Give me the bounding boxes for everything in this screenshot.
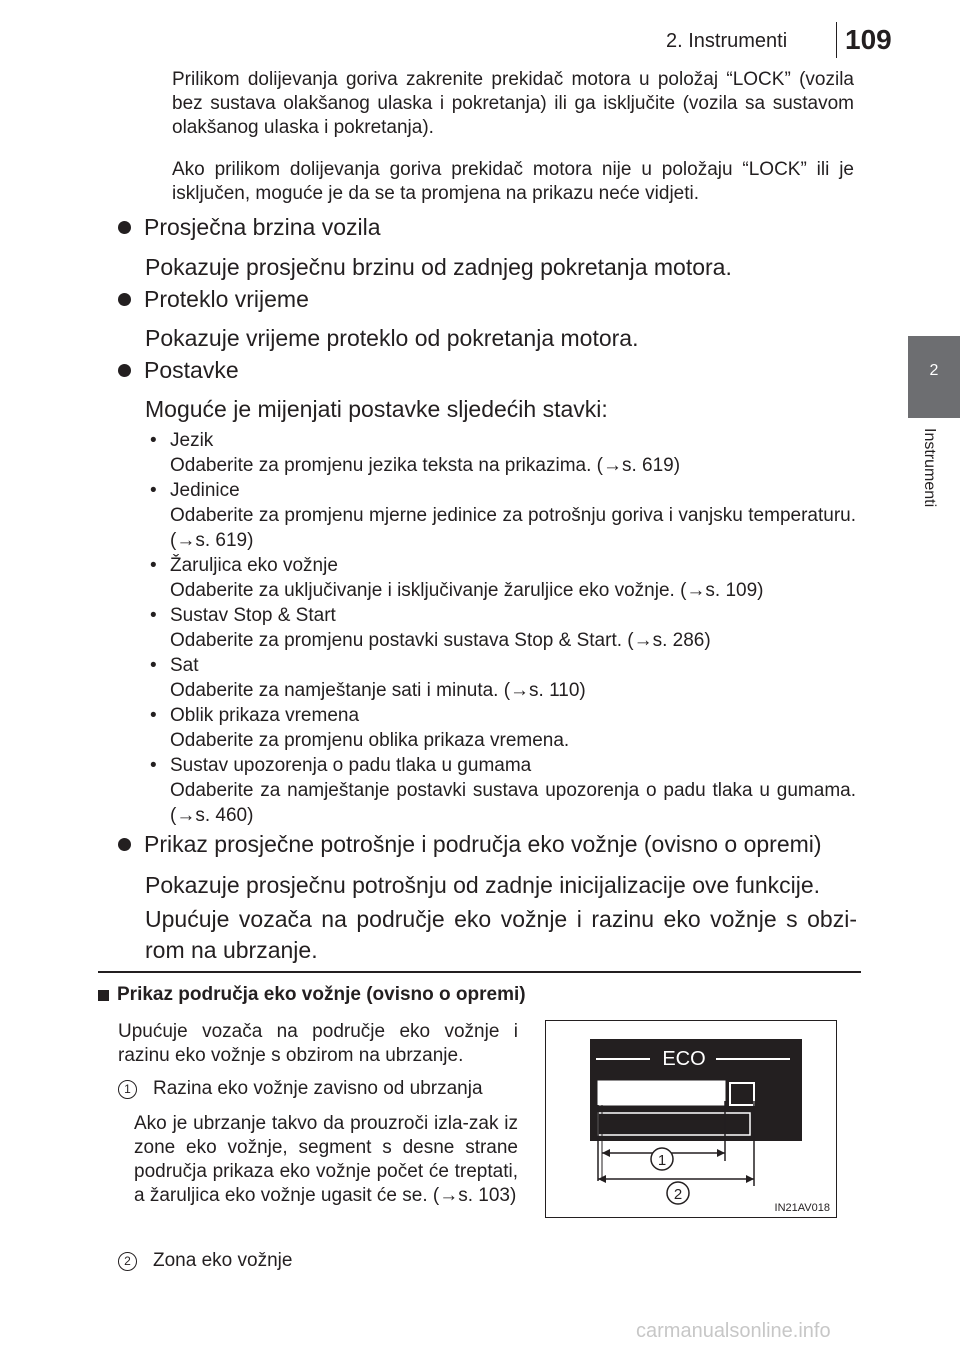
square-bullet-icon xyxy=(98,990,109,1001)
item-text: Pokazuje prosječnu potrošnju od zadnje inicijalizacije ove funkcije. xyxy=(145,872,821,898)
setting-desc: Odaberite za namještanje postavki sustava upozorenja o padu tlaka u gumama. (→s. 460) xyxy=(170,780,856,826)
settings-list-item xyxy=(150,603,856,653)
item-heading xyxy=(118,284,309,314)
number-1-icon: 1 xyxy=(118,1080,137,1099)
eco-label: ECO xyxy=(662,1048,706,1070)
setting-desc: Odaberite za promjenu jezika teksta na prikazima. (→s. 619) xyxy=(170,455,681,476)
numbered-item-title: Zona eko vožnje xyxy=(153,1250,293,1271)
number-2-icon: 2 xyxy=(118,1252,137,1271)
item-heading xyxy=(118,829,822,859)
setting-desc: Odaberite za promjenu postavki sustava Stop & Start. (→s. 286) xyxy=(170,630,711,651)
setting-title: Sat xyxy=(170,655,199,676)
numbered-item-heading xyxy=(118,1249,518,1273)
item-title: Postavke xyxy=(144,357,239,383)
arrowhead-2 xyxy=(746,1175,754,1183)
item-title: Prosječna brzina vozila xyxy=(144,214,381,240)
bullet-icon xyxy=(118,364,131,377)
setting-title: Žaruljica eko vožnje xyxy=(170,555,338,576)
watermark: carmanualsonline.info xyxy=(636,1320,831,1342)
numbered-item-text: Ako je ubrzanje takvo da prouzroči izla-zak iz zone eko vožnje, segment s desne strane područja prikaza eko vožnje počet će treptati, a žaruljica eko vožnje ugasit će se. (→s. 103) xyxy=(134,1113,518,1206)
callout-2: 2 xyxy=(673,1186,683,1203)
numbered-item-heading xyxy=(118,1077,518,1101)
item-text: Moguće je mijenjati postavke sljedećih stavki: xyxy=(145,396,608,422)
small-bullet-icon: • xyxy=(150,480,157,501)
small-bullet-icon: • xyxy=(150,605,157,626)
intro-paragraph-2: Ako prilikom dolijevanja goriva prekidač motora nije u položaju “LOCK” ili je isključen, moguće je da se ta promjena na prikazu neće vidjeti. xyxy=(172,159,854,204)
bullet-icon xyxy=(118,838,131,851)
eco-zone-illustration xyxy=(546,1021,836,1217)
item-title: Prikaz prosječne potrošnje i područja eko vožnje (ovisno o opremi) xyxy=(144,831,822,857)
settings-list-item xyxy=(150,553,856,603)
eco-zone-bar xyxy=(598,1081,725,1105)
chapter-tab-label-text: Instrumenti xyxy=(921,428,938,508)
setting-desc: Odaberite za promjenu mjerne jedinice za potrošnju goriva i vanjsku temperaturu. (→s. 619) xyxy=(170,505,856,551)
small-bullet-icon: • xyxy=(150,705,157,726)
settings-list-item xyxy=(150,428,856,478)
section-title: Prikaz područja eko vožnje (ovisno o opremi) xyxy=(117,984,526,1005)
setting-desc: Odaberite za uključivanje i isključivanje žaruljice eko vožnje. (→s. 109) xyxy=(170,580,764,601)
intro-paragraph-1: Prilikom dolijevanja goriva zakrenite prekidač motora u položaj “LOCK” (vozila bez sustava olakšanog ulaska i pokretanja) ili ga isključite (vozila sa sustavom olakšanog ulaska i pokretanja). xyxy=(172,69,854,138)
small-bullet-icon: • xyxy=(150,755,157,776)
callout-1: 1 xyxy=(657,1152,667,1169)
running-header-section: 2. Instrumenti xyxy=(666,30,788,52)
setting-title: Sustav upozorenja o padu tlaka u gumama xyxy=(170,755,532,776)
item-text: Pokazuje prosječnu brzinu od zadnjeg pokretanja motora. xyxy=(145,254,732,280)
figure-code: IN21AV018 xyxy=(774,1202,830,1214)
chapter-tab: 2 xyxy=(908,336,960,418)
section-heading xyxy=(98,984,526,1006)
setting-title: Oblik prikaza vremena xyxy=(170,705,360,726)
settings-list-item xyxy=(150,478,856,553)
setting-title: Jezik xyxy=(170,430,214,451)
settings-list-item xyxy=(150,703,856,753)
small-bullet-icon: • xyxy=(150,655,157,676)
bullet-icon xyxy=(118,221,131,234)
arrowhead-1 xyxy=(717,1149,725,1157)
setting-title: Jedinice xyxy=(170,480,240,501)
item-text: Pokazuje vrijeme proteklo od pokretanja motora. xyxy=(145,325,639,351)
page-number: 109 xyxy=(845,24,892,55)
setting-desc: Odaberite za namještanje sati i minuta. (→s. 110) xyxy=(170,680,586,701)
item-heading xyxy=(118,212,381,242)
numbered-item-title: Razina eko vožnje zavisno od ubrzanja xyxy=(153,1078,483,1099)
eco-level-bar xyxy=(598,1113,750,1135)
eco-zone-figure xyxy=(545,1020,837,1218)
item-heading xyxy=(118,355,239,385)
small-bullet-icon: • xyxy=(150,555,157,576)
item-title: Proteklo vrijeme xyxy=(144,286,309,312)
chapter-tab-label xyxy=(916,428,940,548)
item-text: Upućuje vozača na područje eko vožnje i razinu eko vožnje s obzi-rom na ubrzanje. xyxy=(145,906,857,963)
bullet-icon xyxy=(118,293,131,306)
settings-list-item xyxy=(150,753,856,828)
arrowhead-1b xyxy=(602,1149,610,1157)
setting-title: Sustav Stop & Start xyxy=(170,605,336,626)
settings-list-item xyxy=(150,653,856,703)
section-divider xyxy=(98,971,861,973)
small-bullet-icon: • xyxy=(150,430,157,451)
section-intro: Upućuje vozača na područje eko vožnje i razinu eko vožnje s obzirom na ubrzanje. xyxy=(118,1021,518,1066)
setting-desc: Odaberite za promjenu oblika prikaza vremena. xyxy=(170,730,570,751)
header-divider xyxy=(836,22,837,58)
settings-list xyxy=(150,428,856,828)
